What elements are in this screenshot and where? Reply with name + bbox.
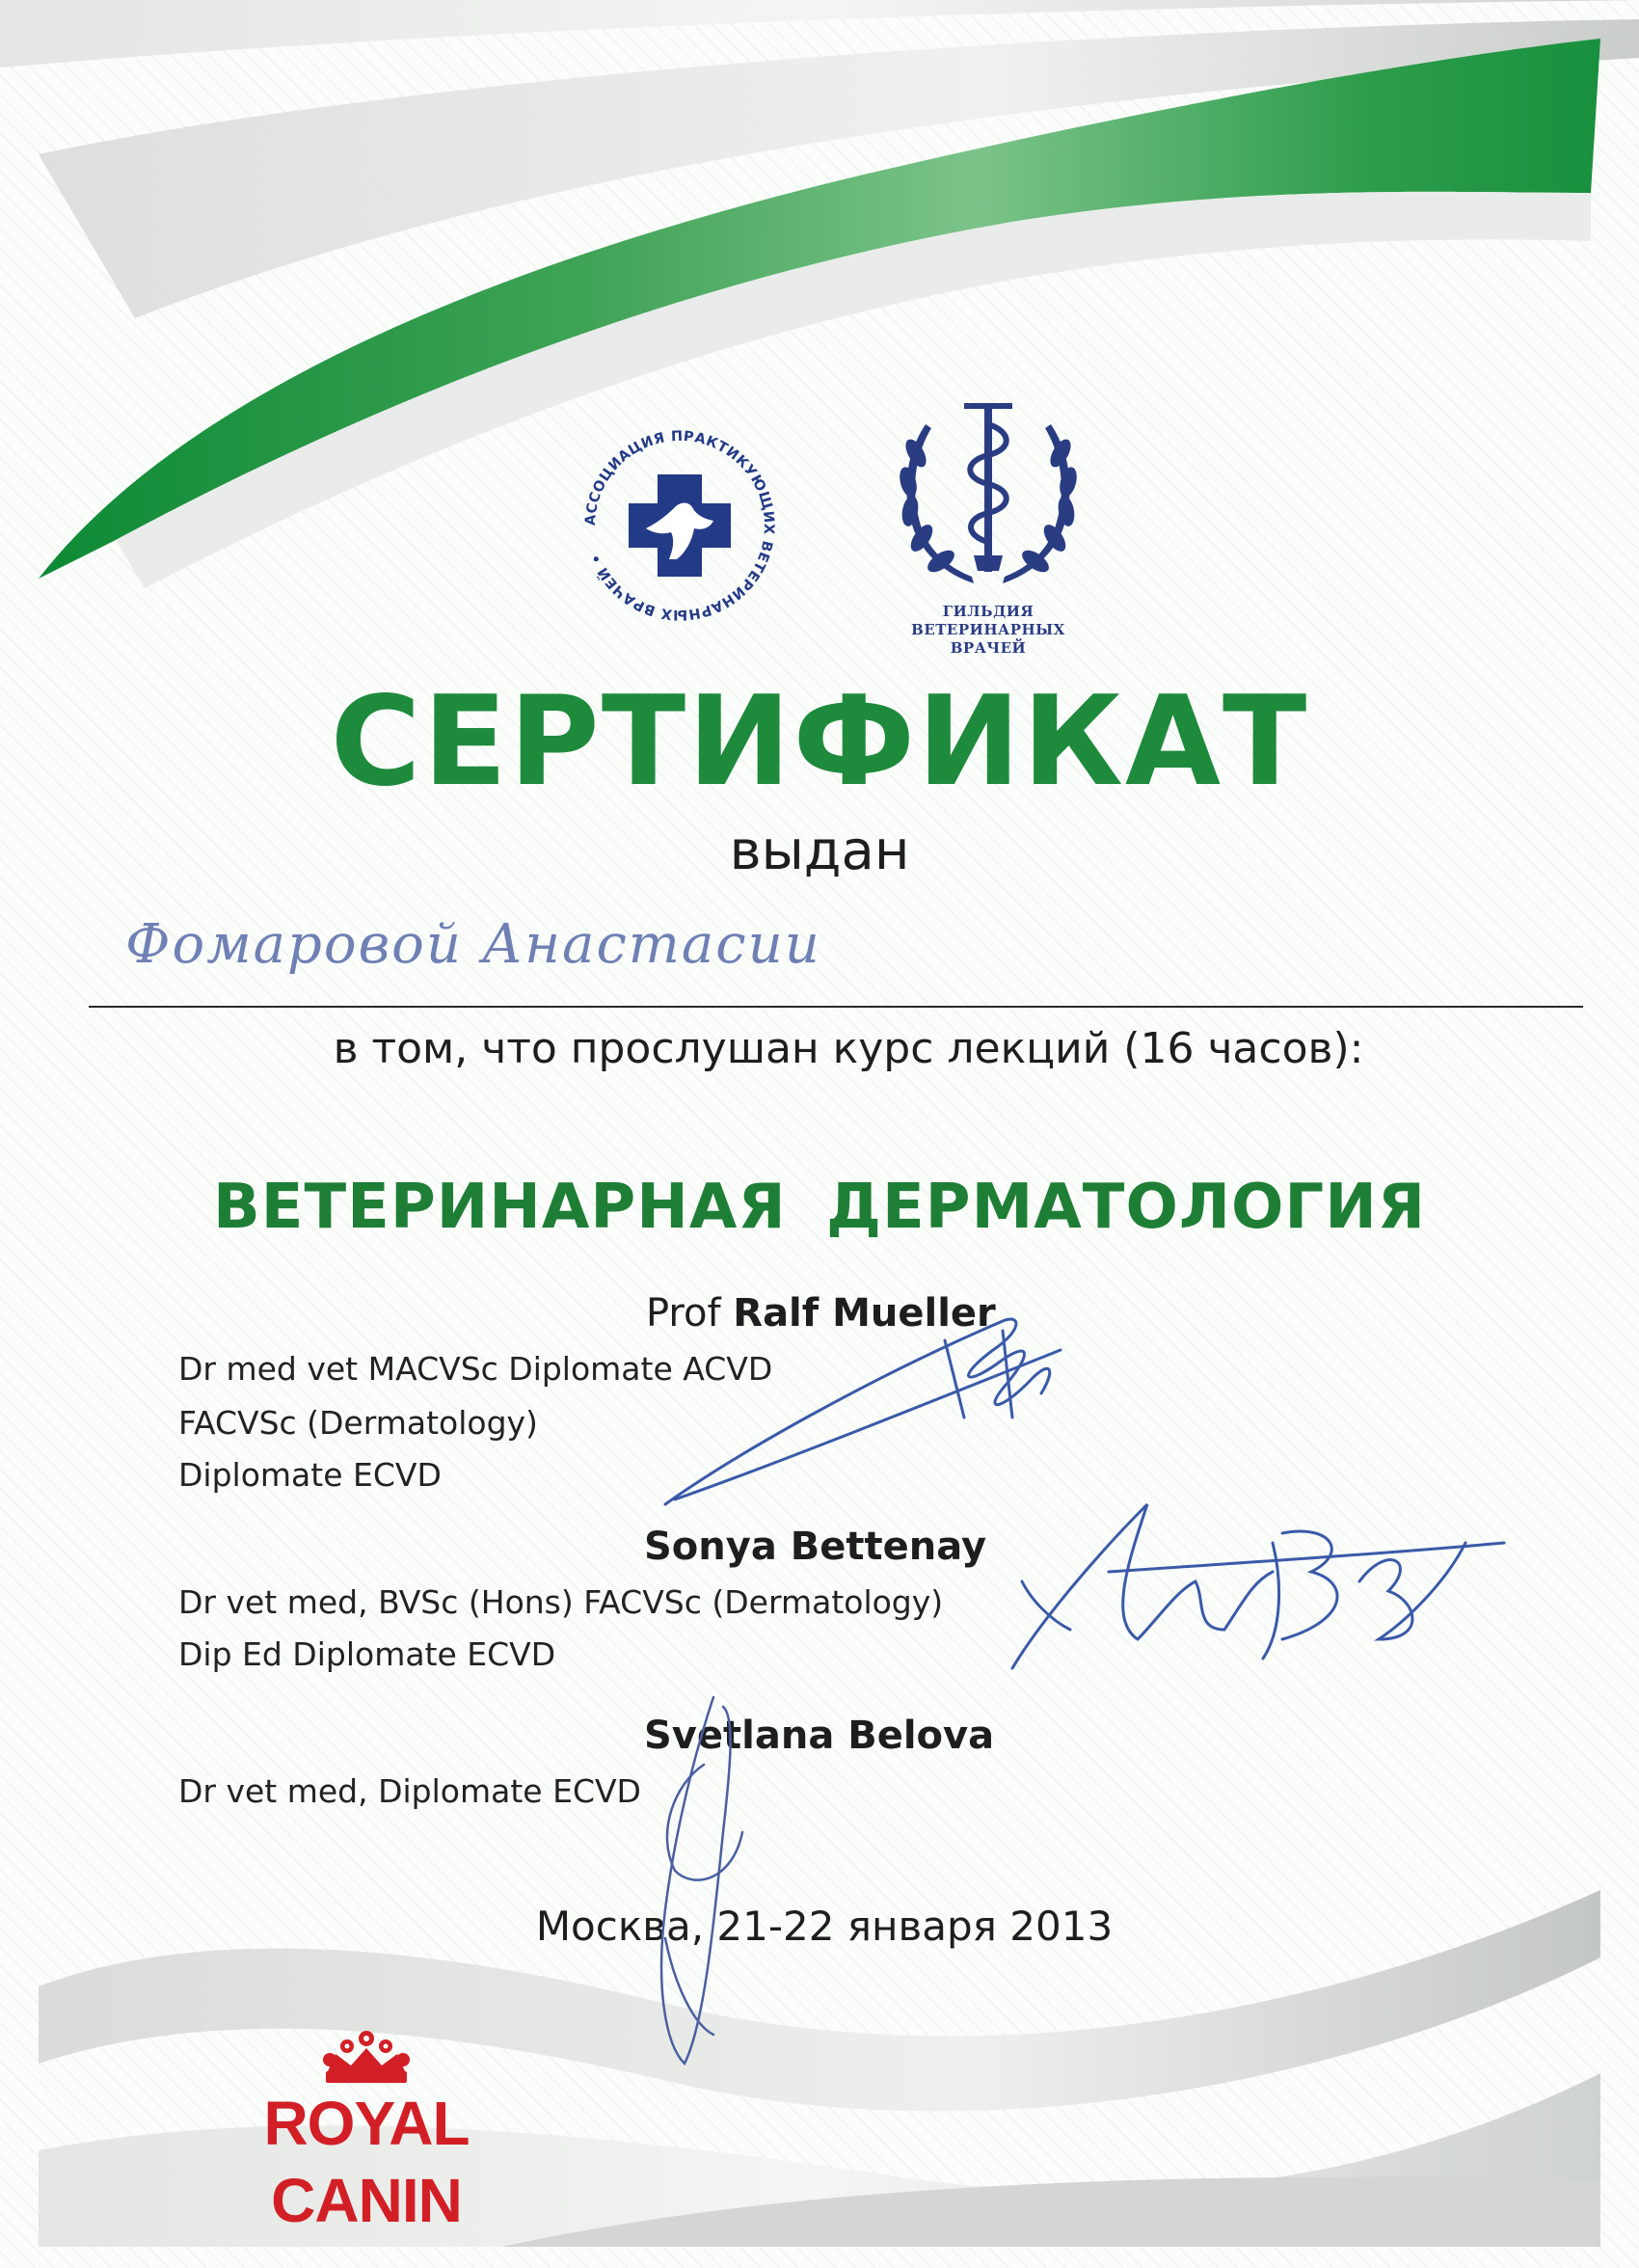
certificate-title: СЕРТИФИКАТ xyxy=(330,670,1309,814)
place-and-date: Москва, 21-22 января 2013 xyxy=(535,1903,1114,1950)
lecturer-1-credential-1: Dr med vet MACVSc Diplomate ACVD xyxy=(178,1350,773,1388)
recipient-name: Фомаровой Анастасии xyxy=(125,913,821,976)
royal-canin-wordmark: ROYAL CANIN xyxy=(263,2089,470,2235)
lecturer-3-name xyxy=(644,1711,994,1761)
lecturer-1-credential-3: Diplomate ECVD xyxy=(178,1456,442,1494)
recipient-underline xyxy=(89,1006,1583,1008)
guild-caption-line-3: ВРАЧЕЙ xyxy=(950,639,1027,657)
lecturer-2-credential-1: Dr vet med, BVSc (Hons) FACVSc (Dermatology) xyxy=(178,1583,944,1621)
lecturer-2-credential-2: Dip Ed Diplomate ECVD xyxy=(178,1635,556,1673)
lecturer-1-prefix: Prof xyxy=(646,1291,734,1336)
lecturer-1-credential-2: FACVSc (Dermatology) xyxy=(178,1404,538,1442)
guild-caption-line-1: ГИЛЬДИЯ xyxy=(942,603,1034,620)
lecturer-2-name xyxy=(644,1522,986,1572)
royal-canin-logo xyxy=(164,2025,569,2235)
course-statement: в том, что прослушан курс лекций (16 часов): xyxy=(333,1024,1364,1073)
guild-logo xyxy=(868,386,1109,675)
crown-icon xyxy=(309,2025,424,2092)
association-logo xyxy=(569,415,791,636)
lecturer-2-fullname: Sonya Bettenay xyxy=(644,1525,987,1569)
lecturer-1-name xyxy=(646,1288,996,1338)
guild-caption-line-2: ВЕТЕРИНАРНЫХ xyxy=(911,621,1065,638)
course-title: ВЕТЕРИНАРНАЯ ДЕРМАТОЛОГИЯ xyxy=(212,1172,1427,1243)
lecturer-3-credential-1: Dr vet med, Diplomate ECVD xyxy=(178,1772,641,1810)
lecturer-3-fullname: Svetlana Belova xyxy=(644,1714,995,1758)
cross-with-dog-icon xyxy=(569,415,791,636)
issued-label: выдан xyxy=(729,820,910,882)
rod-of-asclepius-laurel-icon xyxy=(868,386,1109,598)
lecturer-1-fullname: Ralf Mueller xyxy=(733,1291,996,1336)
association-ring-text: АССОЦИАЦИЯ ПРАКТИКУЮЩИХ ВЕТЕРИНАРНЫХ ВРАЧЕЙ • xyxy=(582,428,777,623)
